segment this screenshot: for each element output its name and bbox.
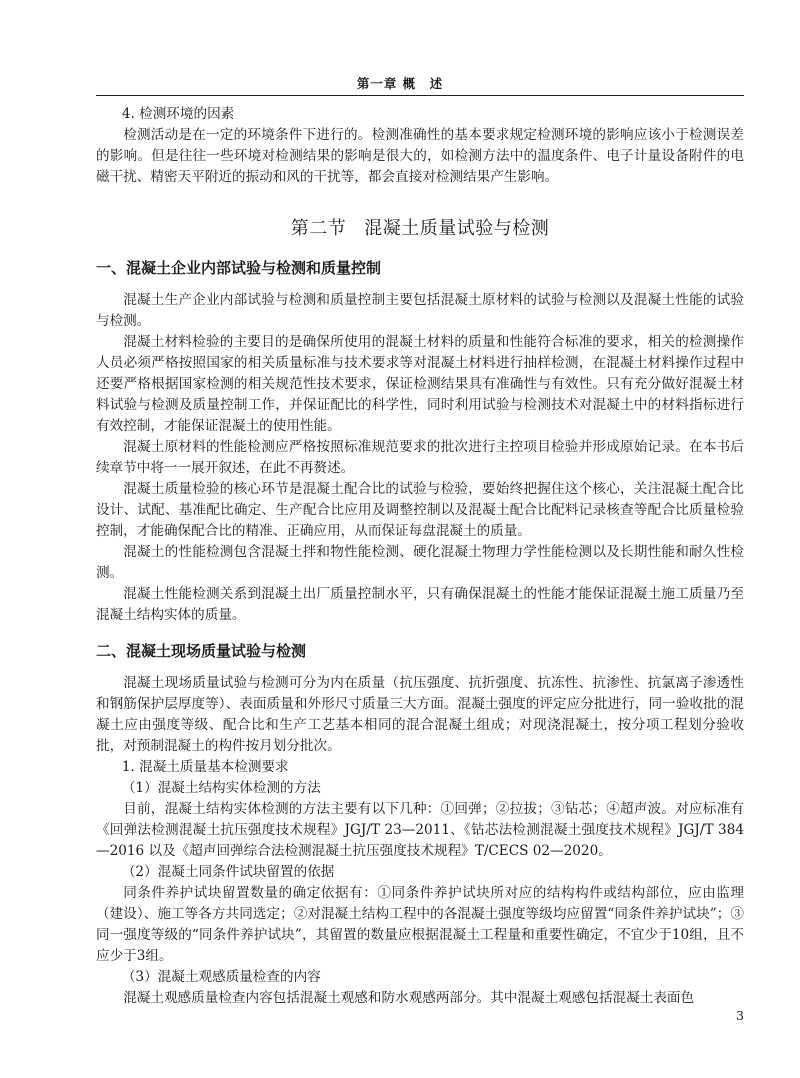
paragraph: 目前，混凝土结构实体检测的方法主要有以下几种：①回弹；②拉拔；③钻芯；④超声波。对应标准有《回弹法检测混凝土抗压强度技术规程》JGJ/T 23—2011、《钻芯法检测混凝土强度技术规程》JGJ/T 384—2016 以及《超声回弹综合法检测混凝土抗压强度技术规程》T/CECS 02—2020。 (96, 801, 744, 859)
paragraph: 混凝土材料检验的主要目的是确保所使用的混凝土材料的质量和性能符合标准的要求，相关的检测操作人员必须严格按照国家的相关质量标准与技术要求等对混凝土材料进行抽样检测，在混凝土材料操作过程中还要严格根据国家检测的相关规范性技术要求，保证检测结果具有准确性与有效性。只有充分做好混凝土材料试验与检测及质量控制工作，并保证配比的科学性，同时利用试验与检测技术对混凝土中的材料指标进行有效控制，才能保证混凝土的使用性能。 (96, 334, 744, 434)
section-number: 第二节 (290, 218, 347, 239)
running-header: 第一章 概 述 (356, 76, 444, 91)
part-heading: 一、混凝土企业内部试验与检测和质量控制 (96, 259, 382, 277)
subitem-title: （2）混凝土同条件试块留置的依据 (121, 864, 335, 880)
header-rule (96, 95, 744, 96)
page-number: 3 (736, 1008, 744, 1023)
paragraph: 混凝土现场质量试验与检测可分为内在质量（抗压强度、抗折强度、抗冻性、抗渗性、抗氯离子渗透性和钢筋保护层厚度等）、表面质量和外形尺寸质量三大方面。混凝土强度的评定应分批进行，同一验收批的混凝土应由强度等级、配合比和生产工艺基本相同的混合混凝土组成；对现浇混凝土，按分项工程划分验收批，对预制混凝土的构件按月划分批次。 (96, 675, 744, 754)
section-name: 混凝土质量试验与检测 (364, 218, 550, 239)
paragraph: 检测活动是在一定的环境条件下进行的。检测准确性的基本要求规定检测环境的影响应该小于检测误差的影响。但是往往一些环境对检测结果的影响是很大的，如检测方法中的温度条件、电子计量设备附件的电磁干扰、精密天平附近的振动和风的干扰等，都会直接对检测结果产生影响。 (96, 127, 744, 185)
subitem-title: （3）混凝土观感质量检查的内容 (121, 969, 321, 985)
page-body (96, 104, 744, 1009)
subsection-title: 4. 检测环境的因素 (121, 106, 235, 122)
item-title: 1. 混凝土质量基本检测要求 (121, 759, 289, 775)
paragraph: 混凝土观感质量检查内容包括混凝土观感和防水观感两部分。其中混凝土观感包括混凝土表面色 (123, 990, 695, 1006)
section-title (96, 214, 744, 240)
paragraph: 混凝土原材料的性能检测应严格按照标准规范要求的批次进行主控项目检验并形成原始记录。在本书后续章节中将一一展开叙述，在此不再赘述。 (96, 439, 744, 476)
part-heading: 二、混凝土现场质量试验与检测 (96, 642, 307, 660)
paragraph: 混凝土的性能检测包含混凝土拌和物性能检测、硬化混凝土物理力学性能检测以及长期性能和耐久性检测。 (96, 544, 744, 581)
paragraph: 混凝土质量检验的核心环节是混凝土配合比的试验与检验，要始终把握住这个核心，关注混凝土配合比设计、试配、基准配比确定、生产配合比应用及调整控制以及混凝土配合比配料记录核查等配合比质量检验控制，才能确保配合比的精准、正确应用，从而保证每盘混凝土的质量。 (96, 481, 744, 539)
paragraph: 混凝土生产企业内部试验与检测和质量控制主要包括混凝土原材料的试验与检测以及混凝土性能的试验与检测。 (96, 292, 744, 329)
subitem-title: （1）混凝土结构实体检测的方法 (121, 780, 321, 796)
paragraph: 混凝土性能检测关系到混凝土出厂质量控制水平，只有确保混凝土的性能才能保证混凝土施工质量乃至混凝土结构实体的质量。 (96, 586, 744, 623)
paragraph: 同条件养护试块留置数量的确定依据有：①同条件养护试块所对应的结构构件或结构部位，应由监理（建设）、施工等各方共同选定；②对混凝土结构工程中的各混凝土强度等级均应留置“同条件养护试块”；③同一强度等级的“同条件养护试块”，其留置的数量应根据混凝土工程量和重要性确定，不宜少于10组，且不应少于3组。 (96, 885, 744, 964)
